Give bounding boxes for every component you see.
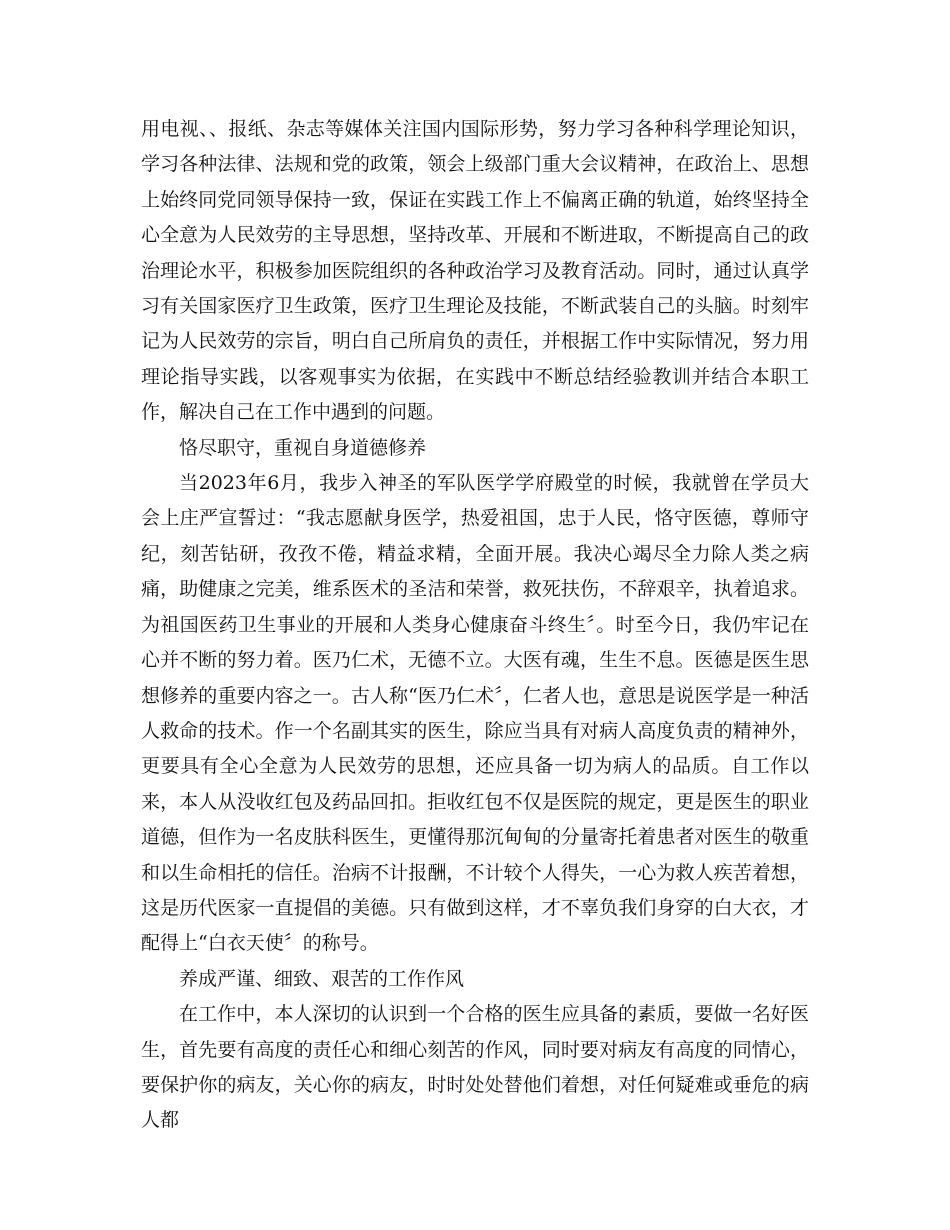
section-heading-work-style: 养成严谨、细致、艰苦的工作作风	[179, 967, 465, 990]
section-heading-ethics: 恪尽职守，重视自身道德修养	[179, 436, 427, 459]
paragraph-qualified-doctor: 在工作中，本人深切的认识到一个合格的医生应具备的素质，要做一名好医生，首先要有高度的责任心和细心刻苦的作风，同时要对病友有高度的同情心，要保护你的病友，关心你的病友，时时处处替他们着想，对任何疑难或垂危的病人都	[141, 1003, 809, 1132]
document-body	[141, 112, 809, 1139]
paragraph-medical-oath: 当2023年6月，我步入神圣的军队医学学府殿堂的时候，我就曾在学员大会上庄严宣誓过：“我志愿献身医学，热爱祖国，忠于人民，恪守医德，尊师守纪，刻苦钻研，孜孜不倦，精益求精，全面开展。我决心竭尽全力除人类之病痛，助健康之完美，维系医术的圣洁和荣誉，救死扶伤，不辞艰辛，执着追求。为祖国医药卫生事业的开展和人类身心健康奋斗终生〞。时至今日，我仍牢记在心并不断的努力着。医乃仁术，无德不立。大医有魂，生生不息。医德是医生思想修养的重要内容之一。古人称“医乃仁术〞，仁者人也，意思是说医学是一种活人救命的技术。作一个名副其实的医生，除应当具有对病人高度负责的精神外，更要具有全心全意为人民效劳的思想，还应具备一切为病人的品质。自工作以来，本人从没收红包及药品回扣。拒收红包不仅是医院的规定，更是医生的职业道德，但作为一名皮肤科医生，更懂得那沉甸甸的分量寄托着患者对医生的敬重和以生命相托的信任。治病不计报酬，不计较个人得失，一心为救人疾苦着想，这是历代医家一直提倡的美德。只有做到这样，才不辜负我们身穿的白大衣，才配得上“白衣天使〞的称号。	[141, 472, 809, 955]
paragraph-political-study: 用电视、、报纸、杂志等媒体关注国内国际形势，努力学习各种科学理论知识，学习各种法律、法规和党的政策，领会上级部门重大会议精神，在政治上、思想上始终同党同领导保持一致，保证在实践工作上不偏离正确的轨道，始终坚持全心全意为人民效劳的主导思想，坚持改革、开展和不断进取，不断提高自己的政治理论水平，积极参加医院组织的各种政治学习及教育活动。同时，通过认真学习有关国家医疗卫生政策，医疗卫生理论及技能，不断武装自己的头脑。时刻牢记为人民效劳的宗旨，明白自己所肩负的责任，并根据工作中实际情况，努力用理论指导实践，以客观事实为依据，在实践中不断总结经验教训并结合本职工作，解决自己在工作中遇到的问题。	[141, 118, 809, 424]
